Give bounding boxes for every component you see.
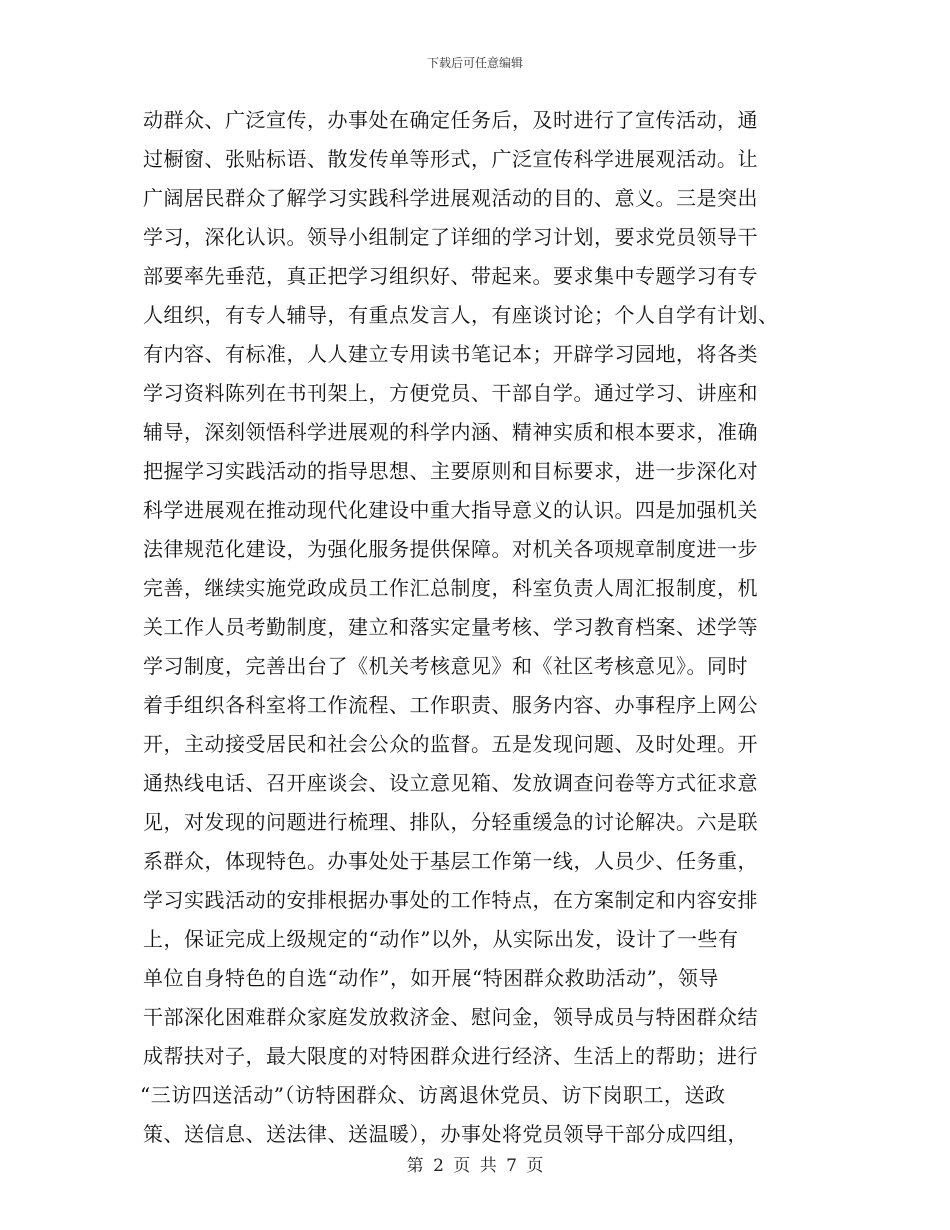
text-line: 上，保证完成上级规定的“动作”以外，从实际出发，设计了一些有 bbox=[143, 927, 739, 951]
text-line: 法律规范化建设，为强化服务提供保障。对机关各项规章制度进一步 bbox=[143, 537, 758, 561]
text-line: 学习，深化认识。领导小组制定了详细的学习计划，要求党员领导干 bbox=[143, 225, 758, 249]
text-line: 动群众、广泛宣传，办事处在确定任务后，及时进行了宣传活动，通 bbox=[143, 108, 758, 132]
text-line: 成帮扶对子，最大限度的对特困群众进行经济、生活上的帮助；进行 bbox=[143, 1044, 758, 1068]
page-number: 第 2 页 共 7 页 bbox=[406, 1156, 544, 1176]
text-line: 关工作人员考勤制度，建立和落实定量考核、学习教育档案、述学等 bbox=[143, 615, 758, 639]
text-line: 通热线电话、召开座谈会、设立意见箱、发放调查问卷等方式征求意 bbox=[143, 771, 758, 795]
text-line: 系群众，体现特色。办事处处于基层工作第一线，人员少、任务重， bbox=[143, 849, 758, 873]
text-line: 人组织，有专人辅导，有重点发言人，有座谈讨论；个人自学有计划、 bbox=[143, 303, 779, 327]
text-line: 干部深化困难群众家庭发放救济金、慰问金，领导成员与特困群众结 bbox=[143, 1005, 758, 1029]
text-line: 把握学习实践活动的指导思想、主要原则和目标要求，进一步深化对 bbox=[143, 459, 758, 483]
text-line: 学习资料陈列在书刊架上，方便党员、干部自学。通过学习、讲座和 bbox=[143, 381, 758, 405]
text-line: 广阔居民群众了解学习实践科学进展观活动的目的、意义。三是突出 bbox=[143, 186, 758, 210]
text-line: 完善，继续实施党政成员工作汇总制度，科室负责人周汇报制度，机 bbox=[143, 576, 758, 600]
text-line: 见，对发现的问题进行梳理、排队，分轻重缓急的讨论解决。六是联 bbox=[143, 810, 758, 834]
text-line: 学习制度，完善出台了《机关考核意见》和《社区考核意见》。同时 bbox=[143, 654, 748, 678]
text-line: 着手组织各科室将工作流程、工作职责、服务内容、办事程序上网公 bbox=[143, 693, 758, 717]
text-line: 策、送信息、送法律、送温暖），办事处将党员领导干部分成四组， bbox=[143, 1122, 748, 1146]
text-line: 学习实践活动的安排根据办事处的工作特点，在方案制定和内容安排 bbox=[143, 888, 758, 912]
text-line: 科学进展观在推动现代化建设中重大指导意义的认识。四是加强机关 bbox=[143, 498, 758, 522]
header-note: 下载后可任意编辑 bbox=[426, 56, 523, 70]
text-line: 部要率先垂范，真正把学习组织好、带起来。要求集中专题学习有专 bbox=[143, 264, 758, 288]
text-line: “三访四送活动”（访特困群众、访离退休党员、访下岗职工，送政 bbox=[140, 1083, 726, 1107]
text-line: 单位自身特色的自选“动作”，如开展“特困群众救助活动”，领导 bbox=[143, 966, 719, 990]
text-line: 开，主动接受居民和社会公众的监督。五是发现问题、及时处理。开 bbox=[143, 732, 758, 756]
text-line: 辅导，深刻领悟科学进展观的科学内涵、精神实质和根本要求，准确 bbox=[143, 420, 758, 444]
text-line: 有内容、有标准，人人建立专用读书笔记本；开辟学习园地，将各类 bbox=[143, 342, 758, 366]
text-line: 过橱窗、张贴标语、散发传单等形式，广泛宣传科学进展观活动。让 bbox=[143, 147, 758, 171]
